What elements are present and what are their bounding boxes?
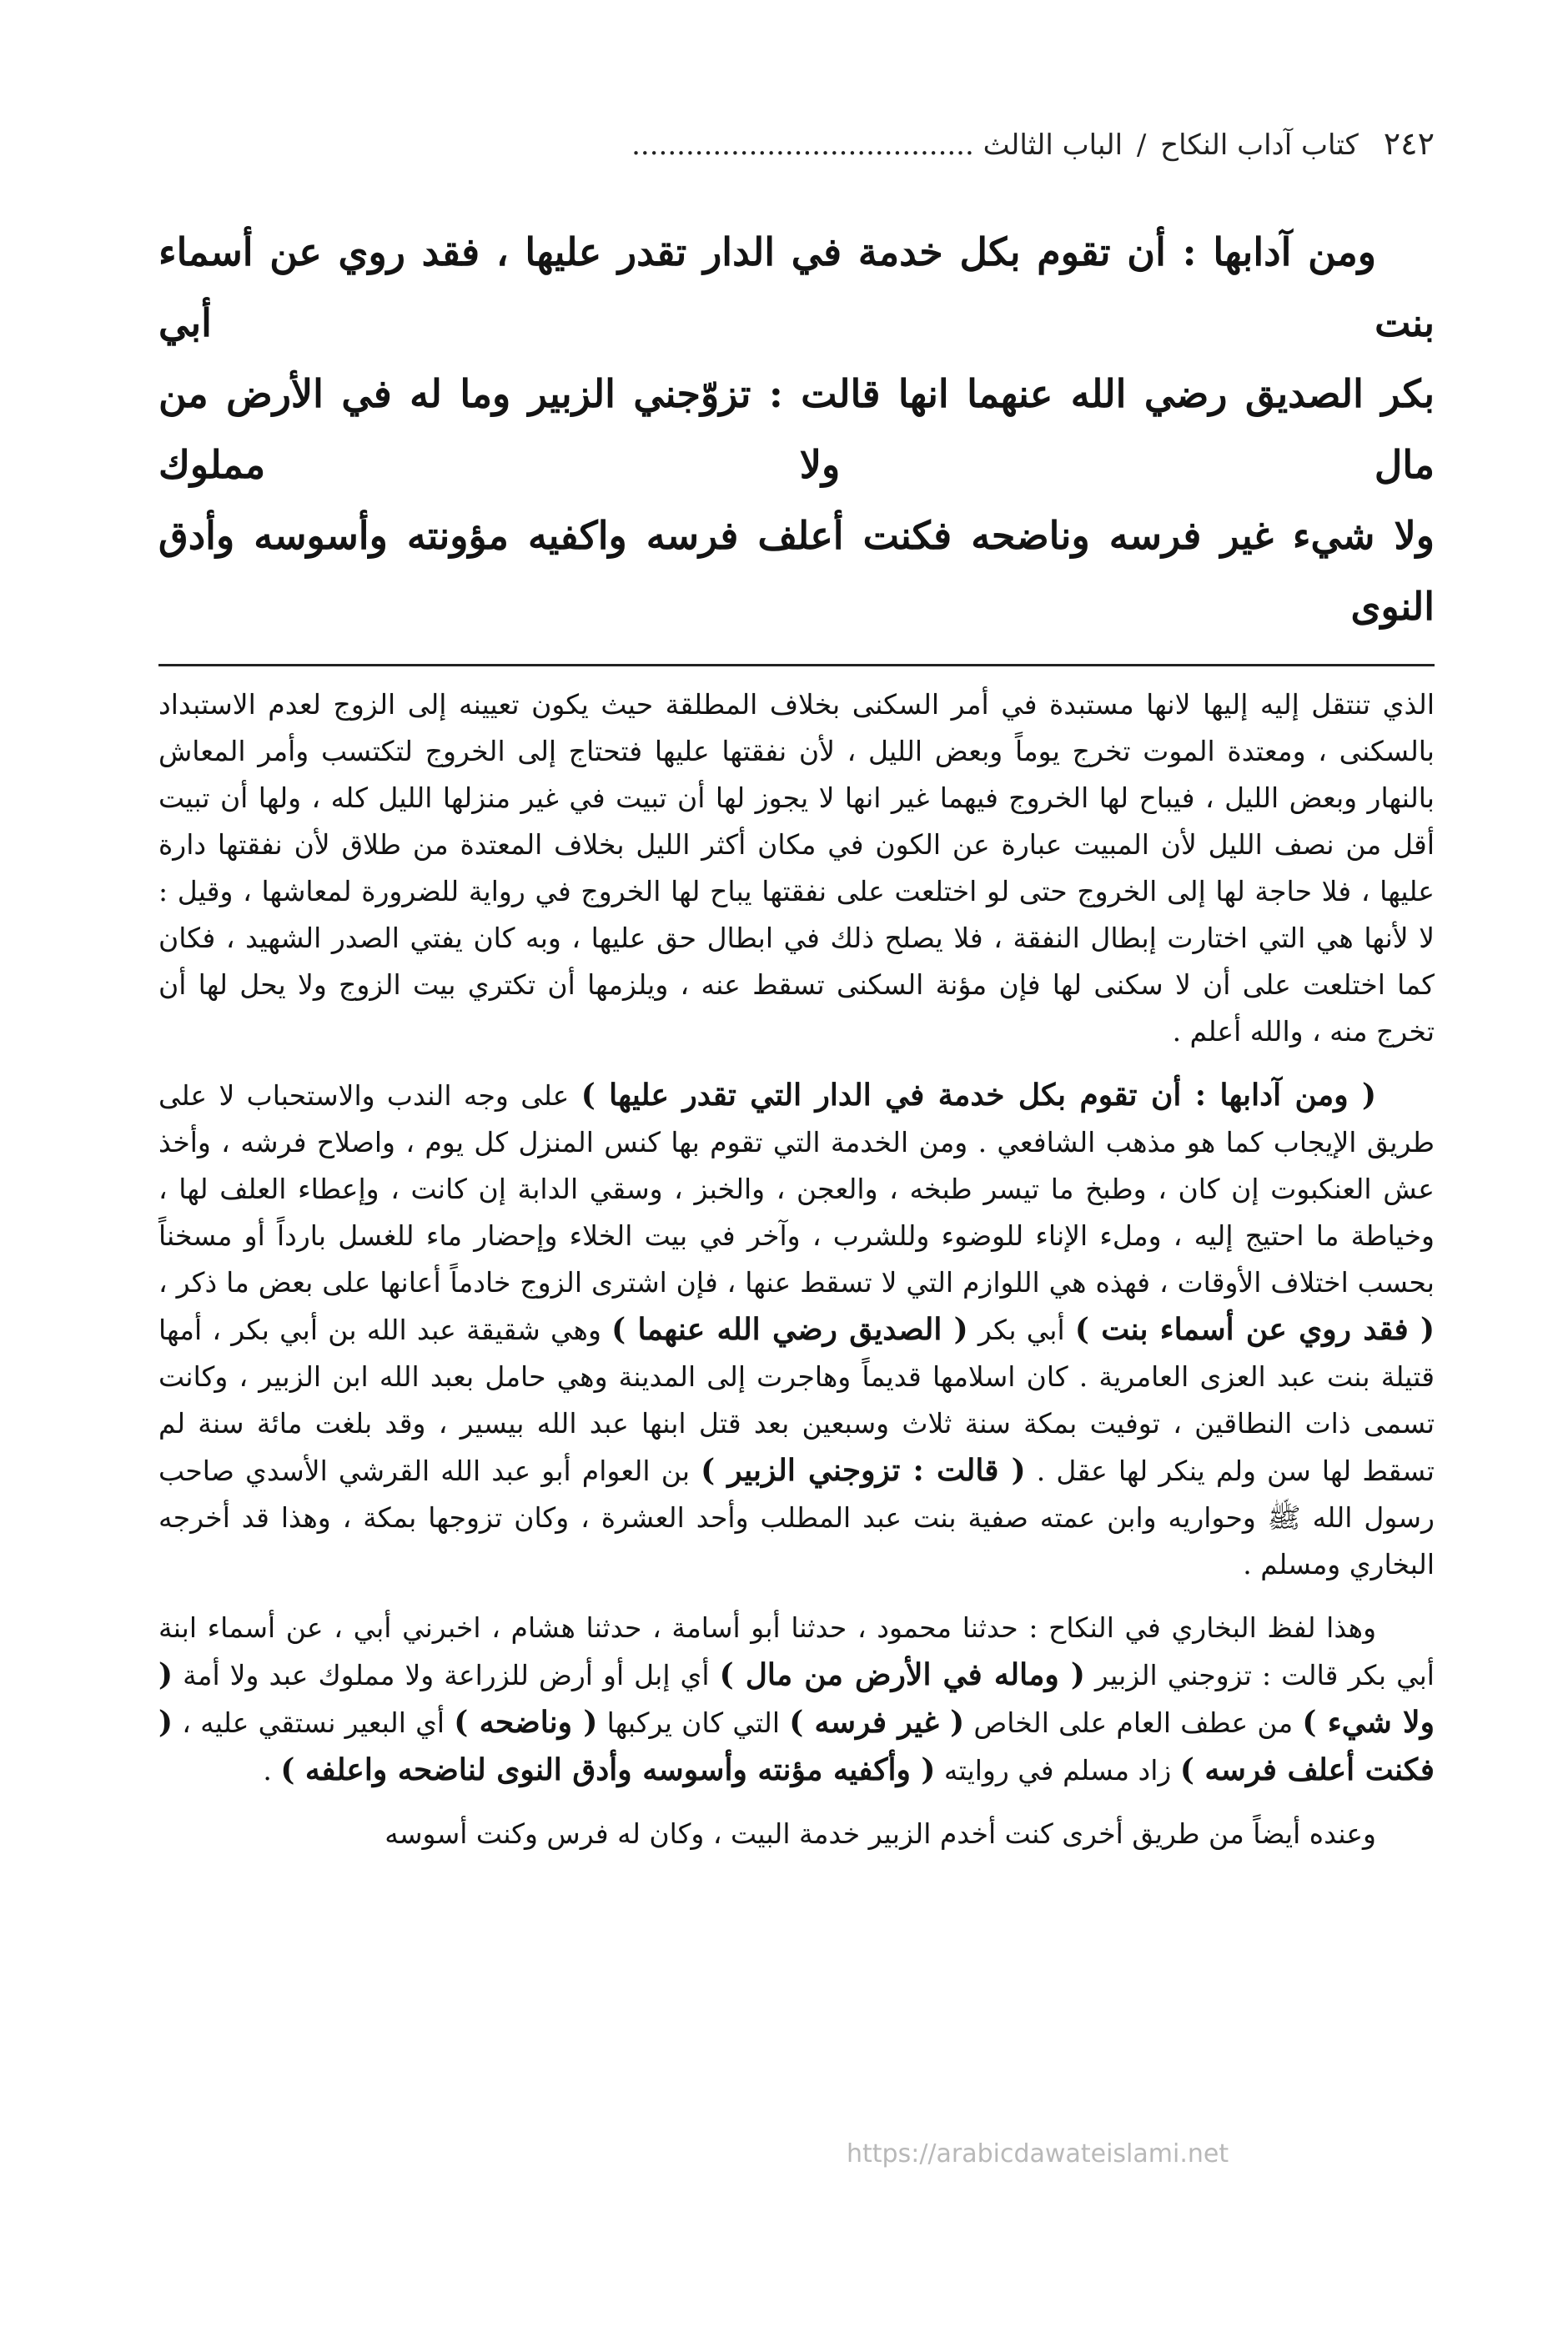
commentary-text: وهي شقيقة عبد الله بن أبي بكر ، أمها قتيلة بنت عبد العزى العامرية . كان اسلامها قديماً وهاجرت إلى المدينة وهي حامل بعبد الله ابن الزبير ، وكانت تسمى ذات النطاقين ، توفيت بمكة سنة ثلاث وسبعين بعد قتل ابنها عبد الله بيسير ، وقد بلغت مائة سنة لم تسقط لها سن ولم ينكر لها عقل . [158, 1314, 1435, 1487]
quoted-matn: ( غير فرسه ) [789, 1705, 965, 1740]
commentary-text: التي كان يركبها [597, 1706, 790, 1739]
quoted-matn: ( وناضحه ) [454, 1705, 598, 1740]
quoted-matn: ( فكنت أعلف فرسه ) [158, 1705, 1435, 1787]
commentary-text: أي إبل أو أرض للزراعة ولا مملوك عبد ولا أمة [173, 1659, 720, 1691]
commentary [158, 681, 1435, 1857]
book-page [158, 125, 1435, 1857]
main-text-line: ومن آدابها : أن تقوم بكل خدمة في الدار تقدر عليها ، فقد روي عن أسماء بنت أبي [158, 229, 1435, 345]
commentary-text: أبي بكر [967, 1314, 1075, 1346]
commentary-text: زاد مسلم في روايته [935, 1754, 1180, 1787]
header-title [631, 128, 1359, 162]
leader-dots: ...................................... [631, 128, 974, 162]
separator-rule [158, 664, 1435, 666]
commentary-text: على وجه الندب والاستحباب لا على طريق الإيجاب كما هو مذهب الشافعي . ومن الخدمة التي تقوم بها كنس المنزل كل يوم ، واصلاح فرشه ، وأخذ عش العنكبوت إن كان ، وطبخ ما تيسر طبخه ، والعجن ، والخبز ، وسقي الدابة إن كانت ، وإعطاء العلف لها ، وخياطة ما احتيج إليه ، وملء الإناء للوضوء وللشرب ، وآخر في بيت الخلاء وإحضار ماء للغسل بارداً أو مسخناً بحسب اختلاف الأوقات ، فهذه هي اللوازم التي لا تسقط عنها ، فإن اشترى الزوج خادماً أعانها على بعض ما ذكر ، [158, 1079, 1435, 1299]
quoted-matn: ( الصديق رضي الله عنهما ) [611, 1312, 968, 1347]
commentary-text: وهذا لفظ البخاري في النكاح : حدثنا محمود ، حدثنا أبو أسامة ، حدثنا هشام ، اخبرني أبي ، عن أسماء ابنة أبي بكر قالت : تزوجني الزبير [158, 1611, 1435, 1691]
quoted-matn: ( وأكفيه مؤنته وأسوسه وأدق النوى لناضحه واعلفه ) [280, 1752, 936, 1787]
title-separator: / [1136, 128, 1147, 162]
main-text-line: ولا شيء غير فرسه وناضحه فكنت أعلف فرسه واكفيه مؤونته وأسوسه وأدق النوى [158, 513, 1435, 629]
running-header [158, 125, 1435, 183]
quoted-matn: ( فقد روي عن أسماء بنت ) [1074, 1312, 1435, 1347]
quoted-matn: ( ومن آدابها : أن تقوم بكل خدمة في الدار التي تقدر عليها ) [580, 1078, 1377, 1113]
commentary-paragraph: وعنده أيضاً من طريق أخرى كنت أخدم الزبير خدمة البيت ، وكان له فرس وكنت أسوسه [384, 1817, 1376, 1850]
quoted-matn: ( قالت : تزوجني الزبير ) [701, 1453, 1026, 1488]
page-number: ٢٤٢ [1383, 125, 1435, 162]
main-text [158, 217, 1435, 642]
commentary-paragraph: الذي تنتقل إليه إليها لانها مستبدة في أمر السكنى بخلاف المطلقة حيث يكون تعيينه إلى الزوج لعدم الاستبداد بالسكنى ، ومعتدة الموت تخرج يوماً وبعض الليل ، لأن نفقتها عليها فتحتاج إلى الخروج لتكتسب وأمر المعاش بالنهار وبعض الليل ، فيباح لها الخروج فيهما غير انها لا يجوز لها أن تبيت في غير منزلها الليل كله ، ولها أن تبيت أقل من نصف الليل لأن المبيت عبارة عن الكون في مكان أكثر الليل بخلاف المعتدة من طلاق لأن نفقتها دارة عليها ، فلا حاجة لها إلى الخروج حتى لو اختلعت على نفقتها يباح لها الخروج في رواية للضرورة لمعاشها ، وقيل : لا لأنها هي التي اختارت إبطال النفقة ، فلا يصلح ذلك في ابطال حق عليها ، وبه كان يفتي الصدر الشهيد ، فكان كما اختلعت على أن لا سكنى لها فإن مؤنة السكنى تسقط عنه ، ويلزمها أن تكتري بيت الزوج ولا يحل لها أن تخرج منه ، والله أعلم . [158, 688, 1435, 1048]
commentary-text: أي البعير نستقي عليه ، [173, 1706, 455, 1739]
commentary-paragraph [158, 1605, 1435, 1794]
main-text-line: بكر الصديق رضي الله عنهما انها قالت : تزوّجني الزبير وما له في الأرض من مال ولا مملوك [158, 371, 1435, 487]
commentary-text: . [263, 1754, 281, 1787]
commentary-text: من عطف العام على الخاص [964, 1706, 1303, 1739]
book-title: كتاب آداب النكاح [1160, 128, 1359, 162]
commentary-paragraph [158, 1072, 1435, 1588]
commentary-text: بن العوام أبو عبد الله القرشي الأسدي صاحب رسول الله ﷺ وحواريه وابن عمته صفية بنت عبد المطلب وأحد العشرة ، وكان تزوجها بمكة ، وهذا قد أخرجه البخاري ومسلم . [158, 1455, 1435, 1581]
chapter-title: الباب الثالث [983, 128, 1123, 162]
quoted-matn: ( ولا شيء ) [158, 1657, 1435, 1740]
watermark-url: https://arabicdawateislami.net [847, 2139, 1229, 2169]
quoted-matn: ( وماله في الأرض من مال ) [719, 1657, 1085, 1692]
